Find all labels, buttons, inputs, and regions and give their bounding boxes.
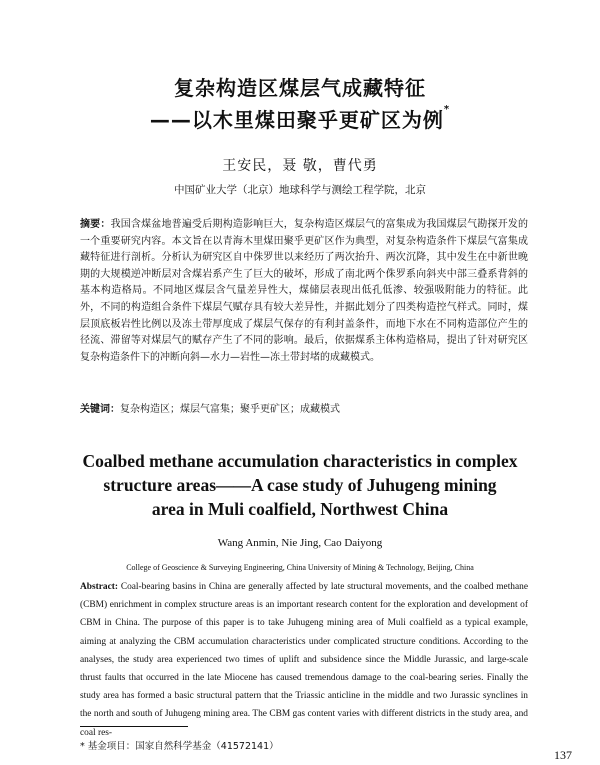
chinese-affiliation: 中国矿业大学（北京）地球科学与测绘工程学院，北京: [174, 184, 426, 196]
english-abstract-label: Abstract:: [80, 582, 119, 592]
english-affiliation: College of Geoscience & Surveying Engineering, China University of Mining & Technology, Beijing, China: [126, 563, 474, 572]
chinese-abstract-text: 我国含煤盆地普遍受后期构造影响巨大，复杂构造区煤层气的富集成为我国煤层气勘探开发的一个重要研究内容。本文旨在以青海木里煤田聚乎更矿区作为典型，对复杂构造条件下煤层气富集成藏特征进行剖析。分析认为研究区自中侏罗世以来经历了两次抬升、两次沉降，其中发生在中新世晚期的大规模逆冲断层对含煤岩系产生了巨大的破坏，形成了南北两个侏罗系向斜夹中部三叠系背斜的基本构造格局。不同地区煤层含气量差异性大，煤储层表现出低孔低渗、较强吸附能力的特征。此外，不同的构造组合条件下煤层气赋存具有较大差异性，并据此划分了四类构造控气样式。同时，煤层顶底板岩性比例以及冻土带厚度成了煤层气保存的有利封盖条件，而地下水在不同构造部位产生的径流、滞留等对煤层气的赋存产生了不同的影响。最后，依据煤系主体构造格局，提出了针对研究区复杂构造条件下的冲断向斜—水力—岩性—冻土带封堵的成藏模式。: [80, 219, 529, 363]
english-abstract: [80, 578, 528, 742]
footnote-divider: [80, 726, 188, 727]
page-number: 137: [554, 748, 572, 762]
english-abstract-text: Coal-bearing basins in China are generally affected by late structural movements, and the coalbed methane (CBM) enrichment in complex structure areas is an important research content for the exploration and development of CBM in China. The purpose of this paper is to take Juhugeng mining area of Muli coalfield as a typical example, aiming at analyzing the CBM accumulation characteristics under complicated structure conditions. According to the analyses, the study area experienced two times of uplift and subsidence since the Middle Jurassic, and large-scale thrust faults that occurred in the late Miocene has caused tremendous damage to the coal-bearing series. Finally the study area has formed a basic structural pattern that the Triassic anticline in the middle and two Jurassic synclines in the north and south of Juhugeng mining area. The CBM gas content varies with different districts in the study area, and coal res-: [80, 582, 529, 738]
chinese-keywords-text: 复杂构造区；煤层气富集；聚乎更矿区；成藏模式: [120, 404, 340, 415]
title-footnote-marker: *: [443, 104, 451, 115]
chinese-authors: 王安民，聂 敬，曹代勇: [222, 158, 378, 174]
english-title-line1: Coalbed methane accumulation characteristics in complex: [82, 451, 518, 471]
english-authors: Wang Anmin, Nie Jing, Cao Daiyong: [217, 537, 383, 549]
chinese-keywords: [80, 400, 528, 415]
english-title-line3: area in Muli coalfield, Northwest China: [151, 499, 449, 519]
chinese-title-line2: ——以木里煤田聚乎更矿区为例*: [149, 104, 451, 132]
chinese-abstract: [80, 217, 528, 366]
chinese-abstract-label: 摘要：: [80, 219, 111, 230]
funding-footnote: * 基金项目：国家自然科学基金（41572141）: [80, 741, 279, 752]
chinese-keywords-label: 关键词：: [80, 404, 120, 415]
english-title-line2: structure areas——A case study of Juhugeng mining: [103, 475, 497, 495]
chinese-title-line1: 复杂构造区煤层气成藏特征: [174, 76, 426, 100]
